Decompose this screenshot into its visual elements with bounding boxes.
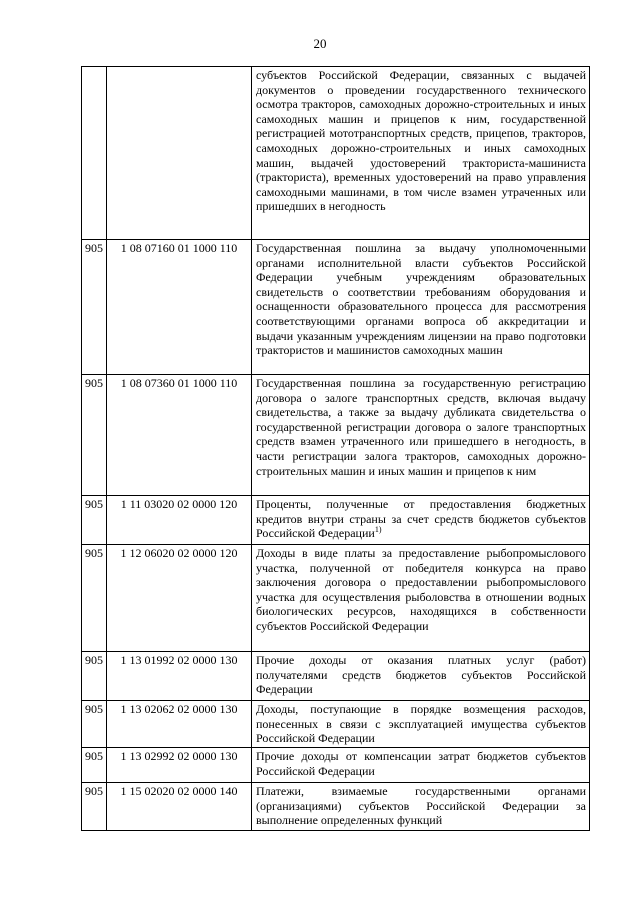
description-text: Государственная пошлина за выдачу уполномоченными органами исполнительной власти субъектов Российской Федерации учебным учреждениям образовательных свидетельств о соответствии требованиям оборудования и оснащенности образовательного процесса для рассмотрения соответствующими органами вопроса об аккредитации и выдачи указанным учреждениям лицензии на право подготовки трактористов и машинистов самоходных машин — [256, 241, 586, 358]
admin-code-cell: 905 — [82, 701, 107, 748]
budget-code-cell: 1 13 02992 02 0000 130 — [107, 748, 252, 783]
budget-code-cell — [107, 67, 252, 240]
admin-code-cell: 905 — [82, 375, 107, 496]
page-number: 20 — [313, 36, 327, 51]
description-text: Проценты, полученные от предоставления бюджетных кредитов внутри страны за счет средств бюджетов субъектов Российской Федерации — [256, 497, 586, 541]
budget-revenue-table — [81, 66, 590, 831]
table-row — [82, 783, 590, 831]
budget-code-cell: 1 13 02062 02 0000 130 — [107, 701, 252, 748]
table-row — [82, 496, 590, 545]
admin-code-cell: 905 — [82, 545, 107, 652]
description-cell — [252, 701, 590, 748]
description-cell — [252, 652, 590, 701]
description-text: Доходы в виде платы за предоставление рыбопромыслового участка, полученной от победителя конкурса на право заключения договора о предоставлении рыбопромыслового участка для осуществления рыболовства в отношении водных биологических ресурсов, находящихся в собственности субъектов Российской Федерации — [256, 546, 586, 633]
budget-code-cell: 1 11 03020 02 0000 120 — [107, 496, 252, 545]
description-cell — [252, 240, 590, 375]
table-row — [82, 652, 590, 701]
description-cell — [252, 496, 590, 545]
table-row — [82, 67, 590, 240]
description-cell — [252, 783, 590, 831]
description-text: Прочие доходы от оказания платных услуг (работ) получателями средств бюджетов субъектов Российской Федерации — [256, 653, 586, 697]
description-cell — [252, 748, 590, 783]
description-cell — [252, 375, 590, 496]
budget-code-cell: 1 13 01992 02 0000 130 — [107, 652, 252, 701]
description-text: Платежи, взимаемые государственными органами (организациями) субъектов Российской Федерации за выполнение определенных функций — [256, 784, 586, 828]
table-row — [82, 701, 590, 748]
description-text: субъектов Российской Федерации, связанных с выдачей документов о проведении государственного технического осмотра тракторов, самоходных дорожно-строительных и иных самоходных машин и прицепов к ним, государственной регистрацией мототранспортных средств, прицепов, тракторов, самоходных дорожно-строительных и иных самоходных машин, выдачей удостоверений тракториста-машиниста (тракториста), временных удостоверений на право управления самоходными машинами, в том числе взамен утраченных или пришедших в негодность — [256, 68, 586, 214]
admin-code-cell — [82, 67, 107, 240]
description-cell — [252, 67, 590, 240]
description-cell — [252, 545, 590, 652]
admin-code-cell: 905 — [82, 652, 107, 701]
description-text: Доходы, поступающие в порядке возмещения расходов, понесенных в связи с эксплуатацией имущества субъектов Российской Федерации — [256, 702, 586, 746]
budget-code-cell: 1 08 07160 01 1000 110 — [107, 240, 252, 375]
admin-code-cell: 905 — [82, 748, 107, 783]
admin-code-cell: 905 — [82, 783, 107, 831]
footnote-mark: 1) — [374, 525, 382, 535]
budget-code-cell: 1 15 02020 02 0000 140 — [107, 783, 252, 831]
budget-code-cell: 1 12 06020 02 0000 120 — [107, 545, 252, 652]
table-row — [82, 375, 590, 496]
description-text: Прочие доходы от компенсации затрат бюджетов субъектов Российской Федерации — [256, 749, 586, 778]
admin-code-cell: 905 — [82, 240, 107, 375]
admin-code-cell: 905 — [82, 496, 107, 545]
description-text: Государственная пошлина за государственную регистрацию договора о залоге транспортных средств, включая выдачу свидетельства, а также за выдачу дубликата свидетельства о государственной регистрации договора о залоге транспортных средств взамен утраченного или пришедшего в негодность, в части регистрации залога тракторов, самоходных дорожно-строительных машин и иных машин и прицепов к ним — [256, 376, 586, 478]
table-row — [82, 545, 590, 652]
table-row — [82, 748, 590, 783]
table-row — [82, 240, 590, 375]
budget-code-cell: 1 08 07360 01 1000 110 — [107, 375, 252, 496]
